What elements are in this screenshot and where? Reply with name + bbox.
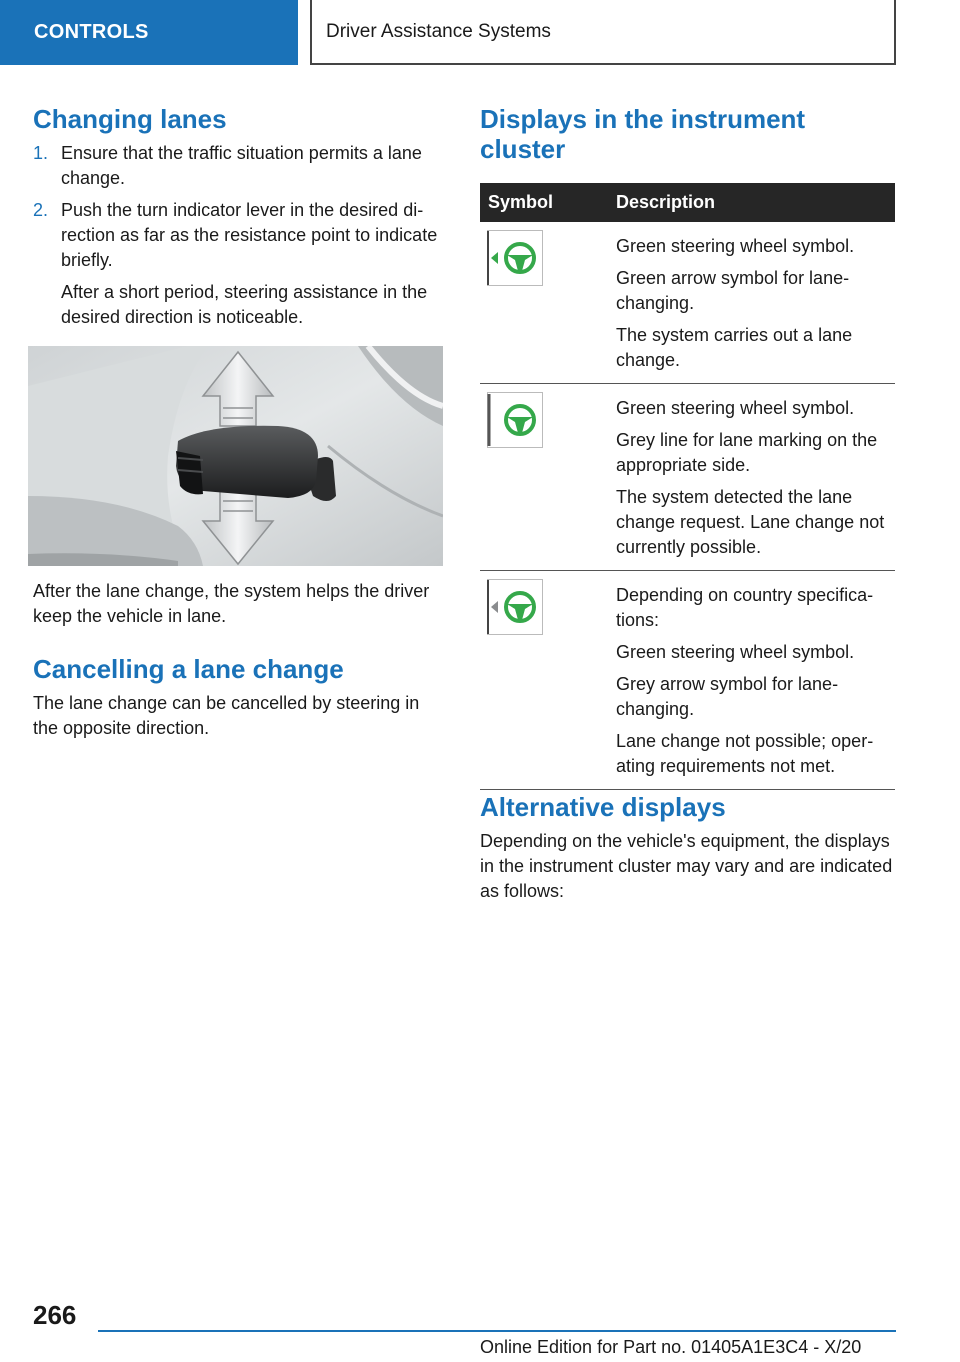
after-lane-change-text: After the lane change, the system helps the driver keep the vehicle in lane.: [33, 581, 430, 626]
step-number: 1.: [33, 143, 49, 163]
description-text: Green steering wheel symbol.: [616, 398, 855, 418]
table-row: [480, 222, 895, 384]
step-text: After a short period, steering assistance in the desired direction is noticeable.: [61, 282, 428, 327]
section-title: CONTROLS: [34, 21, 149, 43]
step-text: Ensure that the traffic situation permits a lane change.: [61, 143, 422, 188]
turn-indicator-lever-illustration: [28, 346, 443, 566]
step-1: [33, 141, 448, 191]
description-text: Grey arrow symbol for lane-changing.: [616, 674, 839, 719]
footer-divider: [98, 1330, 896, 1332]
symbol-table: [480, 183, 895, 790]
step-number: 2.: [33, 200, 49, 220]
description-text: Lane change not possible; operating requirements not met.: [616, 731, 874, 776]
table-row: [480, 571, 895, 790]
step-2: [33, 198, 448, 330]
steering-wheel-grey-arrow-icon: [487, 579, 543, 635]
column-header-symbol: Symbol: [480, 183, 608, 222]
steering-wheel-grey-line-icon: [487, 392, 543, 448]
description-text: Depending on country specifications:: [616, 585, 874, 630]
step-text: Push the turn indicator lever in the desired direction as far as the resistance point to indicate briefly.: [61, 200, 438, 270]
description-text: The system detected the lane change request. Lane change not currently possible.: [616, 487, 885, 557]
page-number: 266: [33, 1300, 77, 1330]
edition-note: Online Edition for Part no. 01405A1E3C4 - X/20: [480, 1337, 862, 1357]
heading-changing-lanes: Changing lanes: [33, 104, 227, 134]
description-text: The system carries out a lane change.: [616, 325, 853, 370]
table-row: [480, 384, 895, 571]
column-header-description: Description: [608, 183, 895, 222]
description-text: Grey line for lane marking on the appropriate side.: [616, 430, 878, 475]
chapter-tab: [310, 0, 896, 65]
alternative-displays-text: Depending on the vehicle's equipment, the displays in the instrument cluster may vary and are indicated as follows:: [480, 831, 893, 901]
heading-alternative-displays: Alternative displays: [480, 792, 726, 822]
steering-wheel-green-arrow-icon: [487, 230, 543, 286]
chapter-title: Driver Assistance Systems: [326, 20, 551, 42]
heading-displays: Displays in the instrument cluster: [480, 104, 806, 164]
cancelling-text: The lane change can be cancelled by steering in the opposite direction.: [33, 693, 420, 738]
description-text: Green steering wheel symbol.: [616, 642, 855, 662]
description-text: Green arrow symbol for lane-changing.: [616, 268, 850, 313]
heading-cancelling-lane-change: Cancelling a lane change: [33, 654, 344, 684]
section-tab: [0, 0, 298, 65]
description-text: Green steering wheel symbol.: [616, 236, 855, 256]
